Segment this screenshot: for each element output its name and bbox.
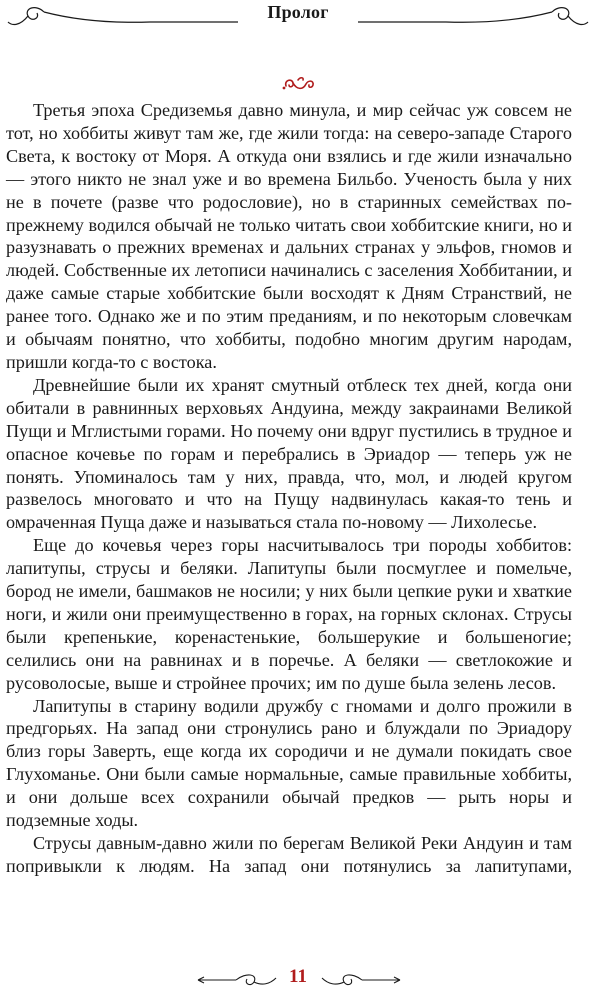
paragraph-5: Струсы давным-давно жили по берегам Великой Реки Андуин и там попривыкли к людям. На запад они потянулись за лапитупами, <box>6 833 572 876</box>
page-title: Пролог <box>267 2 329 22</box>
paragraph-3: Еще до кочевья через горы насчитывалось три породы хоббитов: лапитупы, струсы и беляки. Лапитупы были посмуглее и помельче, бород не имели, башмаков не носили; у них были цепкие руки и хваткие ноги, и жили они преимущественно в горах, на горных склонах. Струсы были крепенькие, коренастенькие, большерукие и большеногие; селились они на равнинах и в поречье. А беляки — светлокожие и русоволосые, выше и стройнее прочих; им по душе была зелень лесов. <box>6 535 572 693</box>
body-text <box>6 99 572 878</box>
page-footer <box>0 962 596 996</box>
running-header <box>0 0 596 40</box>
page-number: 11 <box>289 966 307 987</box>
paragraph-1: Третья эпоха Средиземья давно минула, и мир сейчас уж совсем не тот, но хоббиты живут там же, где жили тогда: на северо-западе Старого Света, к востоку от Моря. А откуда они взялись и где жили изначально — этого никто не знал уже и во времена Бильбо. Ученость была у них не в почете (разве что родословие), но в старинных семействах по-прежнему водился обычай не только читать свои хоббитские книги, но и разузнавать о прежних временах и дальних странах у эльфов, гномов и людей. Собственные их летописи начинались с заселения Хоббитании, и даже самые старые хоббитские были восходят к Дням Странствий, не ранее того. Однако же и по этим преданиям, и по некоторым словечкам и обычаям понятно, что хоббиты, подобно многим другим народам, пришли когда-то с востока. <box>6 100 572 372</box>
paragraph-4: Лапитупы в старину водили дружбу с гномами и долго прожили в предгорьях. На запад они стронулись рано и блуждали по Эриадору близ горы Заверть, еще когда их сородичи и не думали покидать свое Глухоманье. Они были самые нормальные, самые правильные хоббиты, и они дольше всех сохранили обычай предков — рыть норы и подземные ходы. <box>6 695 572 831</box>
section-ornament-icon <box>280 74 320 94</box>
footer-right-flourish-icon <box>312 962 402 996</box>
paragraph-2: Древнейшие были их хранят смутный отблеск тех дней, когда они обитали в равнинных верховьях Андуина, между закраинами Великой Пущи и Мглистыми горами. Но почему они вдруг пустились в трудное и опасное кочевье по горам и перебрались в Эриадор — теперь уж не понять. Упоминалось там у них, правда, что, мол, и людей кругом развелось многовато и что на Пущу надвинулась какая-то тень и омраченная Пуща даже и называться стала по-новому — Лихолесье. <box>6 374 572 533</box>
